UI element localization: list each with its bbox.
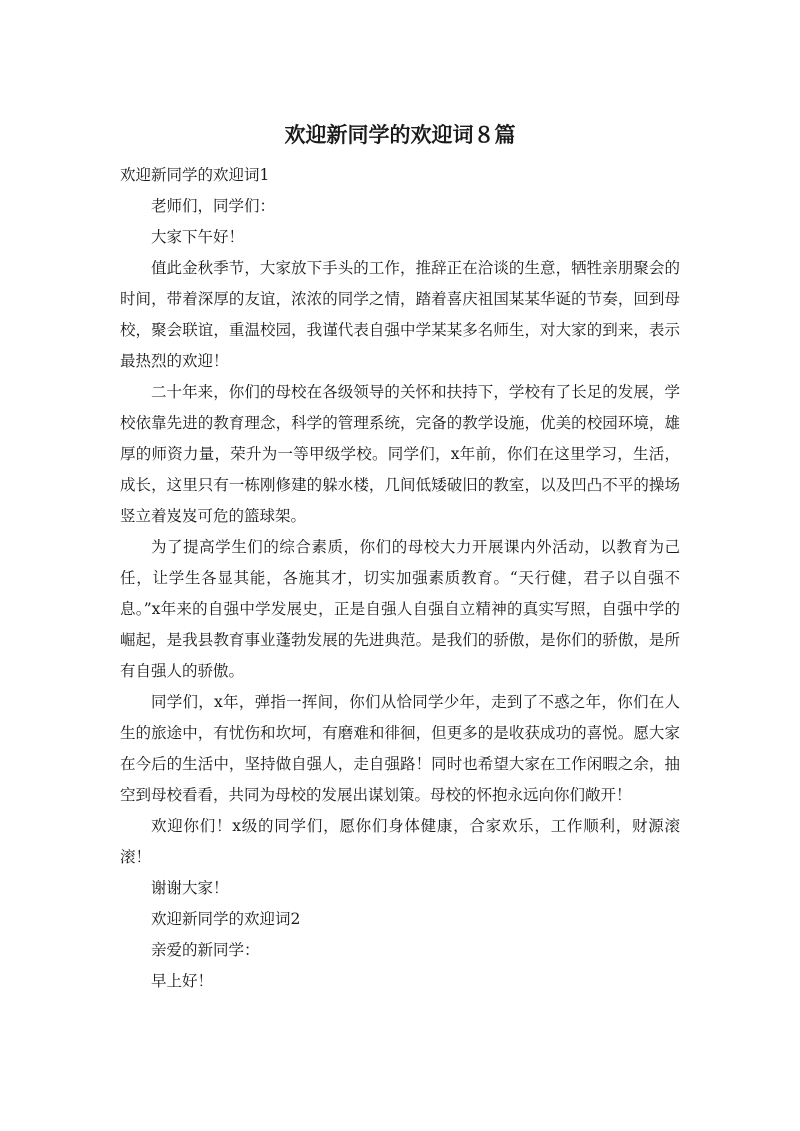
paragraph: 二十年来，你们的母校在各级领导的关怀和扶持下，学校有了长足的发展，学校依靠先进的教育理念，科学的管理系统，完备的教学设施，优美的校园环境，雄厚的师资力量，荣升为一等甲级学校。同学们，x年前，你们在这里学习，生活，成长，这里只有一栋刚修建的躲水楼，几间低矮破旧的教室，以及凹凸不平的操场竖立着岌岌可危的篮球架。 <box>120 383 680 525</box>
paragraph: 欢迎新同学的欢迎词1 <box>120 166 270 184</box>
paragraph: 老师们，同学们： <box>151 197 276 215</box>
document-body <box>120 160 680 997</box>
paragraph: 早上好！ <box>151 972 214 990</box>
document-title: 欢迎新同学的欢迎词８篇 <box>284 123 516 147</box>
paragraph: 亲爱的新同学： <box>151 941 260 959</box>
paragraph: 欢迎你们！x级的同学们，愿你们身体健康，合家欢乐，工作顺利，财源滚滚！ <box>120 817 680 866</box>
paragraph: 大家下午好！ <box>151 228 245 246</box>
paragraph: 谢谢大家！ <box>151 879 229 897</box>
paragraph: 为了提高学生们的综合素质，你们的母校大力开展课内外活动，以教育为己任，让学生各显其能，各施其才，切实加强素质教育。“天行健，君子以自强不息。”x年来的自强中学发展史，正是自强人自强自立精神的真实写照，自强中学的崛起，是我县教育事业蓬勃发展的先进典范。是我们的骄傲，是你们的骄傲，是所有自强人的骄傲。 <box>120 538 680 680</box>
paragraph: 同学们，x年，弹指一挥间，你们从恰同学少年，走到了不惑之年，你们在人生的旅途中，有忧伤和坎坷，有磨难和徘徊，但更多的是收获成功的喜悦。愿大家在今后的生活中，坚持做自强人，走自强路！同时也希望大家在工作闲暇之余，抽空到母校看看，共同为母校的发展出谋划策。母校的怀抱永远向你们敞开！ <box>120 693 680 804</box>
paragraph: 值此金秋季节，大家放下手头的工作，推辞正在洽谈的生意，牺牲亲朋聚会的时间，带着深厚的友谊，浓浓的同学之情，踏着喜庆祖国某某华诞的节奏，回到母校，聚会联谊，重温校园，我谨代表自强中学某某多名师生，对大家的到来，表示最热烈的欢迎！ <box>120 259 680 370</box>
paragraph: 欢迎新同学的欢迎词2 <box>151 910 301 928</box>
